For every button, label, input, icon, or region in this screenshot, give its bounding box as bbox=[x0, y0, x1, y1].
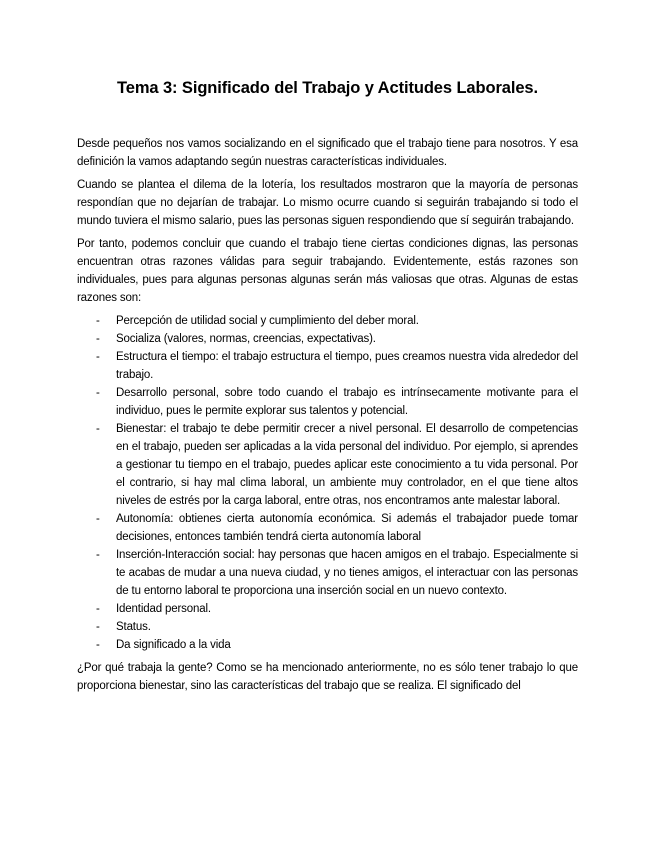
list-item bbox=[77, 330, 578, 348]
list-item-text: Socializa (valores, normas, creencias, expectativas). bbox=[116, 333, 376, 345]
paragraph-intro: Desde pequeños nos vamos socializando en el significado que el trabajo tiene para nosotros. Y esa definición la vamos adaptando según nuestras características individuales. bbox=[77, 138, 578, 168]
list-item bbox=[77, 600, 578, 618]
list-item-text: Autonomía: obtienes cierta autonomía económica. Si además el trabajador puede tomar decisiones, entonces también tendrá cierta autonomía laboral bbox=[116, 513, 578, 543]
list-item bbox=[77, 348, 578, 384]
list-item-text: Desarrollo personal, sobre todo cuando el trabajo es intrínsecamente motivante para el individuo, pues le permite explorar sus talentos y potencial. bbox=[116, 387, 578, 417]
list-item bbox=[77, 384, 578, 420]
list-item-text: Percepción de utilidad social y cumplimiento del deber moral. bbox=[116, 315, 419, 327]
list-item bbox=[77, 618, 578, 636]
bullet-dash: - bbox=[96, 387, 100, 399]
list-item-text: Estructura el tiempo: el trabajo estructura el tiempo, pues creamos nuestra vida alrededor del trabajo. bbox=[116, 351, 578, 381]
paragraph-lottery: Cuando se plantea el dilema de la lotería, los resultados mostraron que la mayoría de personas respondían que no dejarían de trabajar. Lo mismo ocurre cuando si seguirán trabajando si todo el mundo tuviera el mismo salario, pues las personas siguen respondiendo que sí seguirán trabajando. bbox=[77, 179, 578, 227]
bullet-dash: - bbox=[96, 603, 100, 615]
reasons-list bbox=[77, 312, 578, 654]
list-item bbox=[77, 420, 578, 510]
list-item-text: Inserción-Interacción social: hay personas que hacen amigos en el trabajo. Especialmente si te acabas de mudar a una nueva ciudad, y no tienes amigos, el interactuar con las personas de tu entorno laboral te proporciona una inserción social en un nuevo contexto. bbox=[116, 549, 578, 597]
list-item-text: Bienestar: el trabajo te debe permitir crecer a nivel personal. El desarrollo de competencias en el trabajo, pueden ser aplicadas a la vida personal del individuo. Por ejemplo, si aprendes a gestionar tu tiempo en el trabajo, puedes aplicar este conocimiento a tu vida personal. Por el contrario, si hay mal clima laboral, un ambiente muy controlador, en el que tiene altos niveles de estrés por la carga laboral, entre otras, nos encontramos ante malestar laboral. bbox=[116, 423, 578, 507]
bullet-dash: - bbox=[96, 333, 100, 345]
list-item-text: Identidad personal. bbox=[116, 603, 211, 615]
bullet-dash: - bbox=[96, 549, 100, 561]
bullet-dash: - bbox=[96, 315, 100, 327]
bullet-dash: - bbox=[96, 423, 100, 435]
list-item bbox=[77, 636, 578, 654]
bullet-dash: - bbox=[96, 639, 100, 651]
paragraph-why-work: ¿Por qué trabaja la gente? Como se ha mencionado anteriormente, no es sólo tener trabajo lo que proporciona bienestar, sino las características del trabajo que se realiza. El significado del bbox=[77, 662, 578, 692]
paragraph-conclusion: Por tanto, podemos concluir que cuando el trabajo tiene ciertas condiciones dignas, las personas encuentran otras razones válidas para seguir trabajando. Evidentemente, estás razones son individuales, pues para algunas personas algunas serán más valiosas que otras. Algunas de estas razones son: bbox=[77, 238, 578, 304]
bullet-dash: - bbox=[96, 351, 100, 363]
page-title: Tema 3: Significado del Trabajo y Actitudes Laborales. bbox=[117, 79, 538, 97]
document-body bbox=[77, 135, 578, 700]
bullet-dash: - bbox=[96, 513, 100, 525]
bullet-dash: - bbox=[96, 621, 100, 633]
list-item-text: Status. bbox=[116, 621, 151, 633]
list-item bbox=[77, 312, 578, 330]
list-item bbox=[77, 546, 578, 600]
list-item bbox=[77, 510, 578, 546]
list-item-text: Da significado a la vida bbox=[116, 639, 231, 651]
